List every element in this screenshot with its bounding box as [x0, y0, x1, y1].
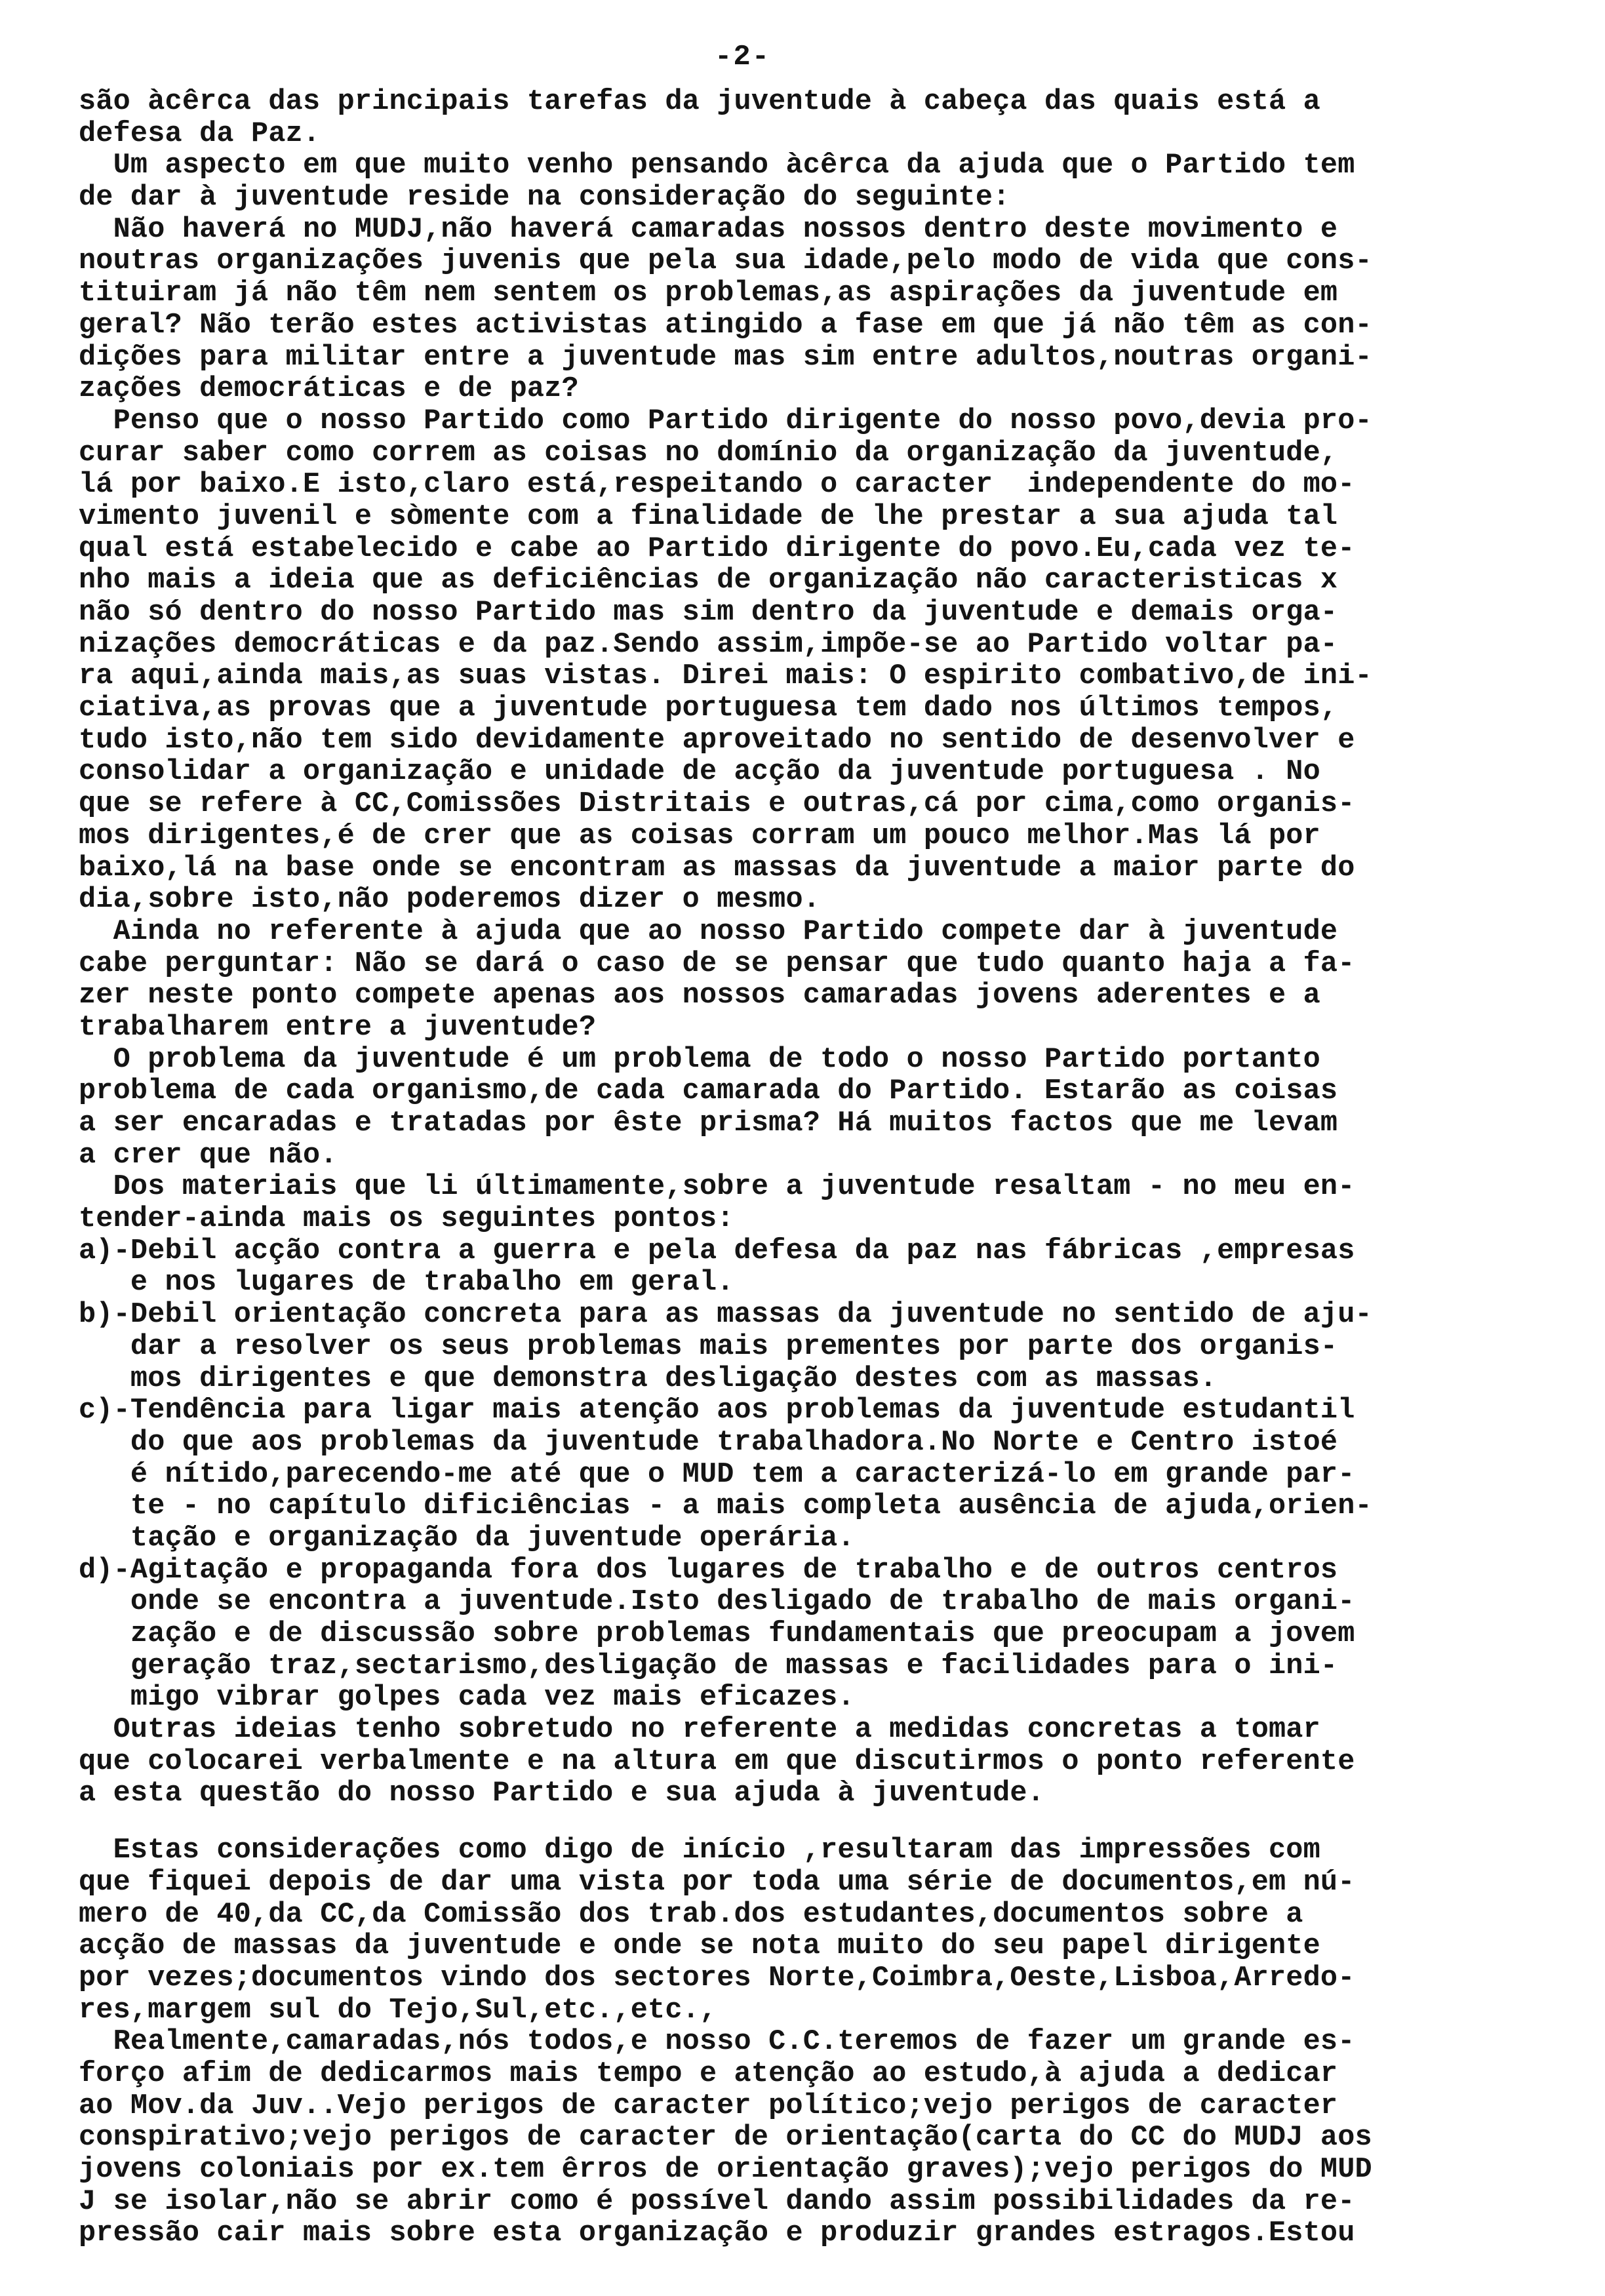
text-line: a ser encaradas e tratadas por êste prisma? Há muitos factos que me levam: [79, 1107, 1338, 1139]
text-line: que fiquei depois de dar uma vista por toda uma série de documentos,em nú-: [79, 1866, 1355, 1899]
text-line: a)-Debil acção contra a guerra e pela defesa da paz nas fábricas ,empresas: [79, 1235, 1355, 1267]
text-line: zer neste ponto compete apenas aos nossos camaradas jovens aderentes e a: [79, 980, 1320, 1012]
text-line: mos dirigentes,é de crer que as coisas corram um pouco melhor.Mas lá por: [79, 820, 1320, 852]
text-line: geração traz,sectarismo,desligação de massas e facilidades para o ini-: [79, 1650, 1338, 1682]
text-line: dia,sobre isto,não poderemos dizer o mesmo.: [79, 884, 821, 917]
page-number: -2-: [715, 41, 771, 73]
typewritten-text: [79, 87, 1541, 2250]
text-line: tudo isto,não tem sido devidamente aproveitado no sentido de desenvolver e: [79, 724, 1355, 757]
text-line: qual está estabelecido e cabe ao Partido dirigente do povo.Eu,cada vez te-: [79, 532, 1355, 565]
text-line: dições para militar entre a juventude mas sim entre adultos,noutras organi-: [79, 341, 1372, 374]
text-line: Não haverá no MUDJ,não haverá camaradas nossos dentro deste movimento e: [79, 213, 1338, 246]
text-line: dar a resolver os seus problemas mais prementes por parte dos organis-: [79, 1330, 1338, 1363]
text-line: conspirativo;vejo perigos de caracter de orientação(carta do CC do MUDJ aos: [79, 2122, 1372, 2154]
text-line: onde se encontra a juventude.Isto desligado de trabalho de mais organi-: [79, 1586, 1355, 1619]
text-line: vimento juvenil e sòmente com a finalidade de lhe prestar a sua ajuda tal: [79, 500, 1338, 533]
text-line: que se refere à CC,Comissões Distritais e outras,cá por cima,como organis-: [79, 788, 1355, 821]
text-line: Estas considerações como digo de início ,resultaram das impressões com: [79, 1834, 1320, 1867]
text-line: ao Mov.da Juv..Vejo perigos de caracter político;vejo perigos de caracter: [79, 2089, 1338, 2122]
text-line: noutras organizações juvenis que pela sua idade,pelo modo de vida que cons-: [79, 245, 1372, 278]
text-line: pressão cair mais sobre esta organização e produzir grandes estragos.Estou: [79, 2217, 1355, 2250]
text-block-main: [79, 87, 1541, 1810]
text-line: migo vibrar golpes cada vez mais eficazes.: [79, 1682, 855, 1714]
text-line: e nos lugares de trabalho em geral.: [79, 1267, 734, 1299]
text-line: Penso que o nosso Partido como Partido dirigente do nosso povo,devia pro-: [79, 405, 1372, 437]
text-line: c)-Tendência para ligar mais atenção aos problemas da juventude estudantil: [79, 1395, 1355, 1427]
text-line: defesa da Paz.: [79, 117, 321, 150]
text-line: por vezes;documentos vindo dos sectores Norte,Coimbra,Oeste,Lisboa,Arredo-: [79, 1962, 1355, 1994]
text-line: te - no capítulo dificiências - a mais completa ausência de ajuda,orien-: [79, 1490, 1372, 1523]
paragraph-gap: [79, 1810, 1541, 1835]
text-line: Um aspecto em que muito venho pensando àcêrca da ajuda que o Partido tem: [79, 149, 1355, 182]
text-line: trabalharem entre a juventude?: [79, 1011, 597, 1044]
text-line: d)-Agitação e propaganda fora dos lugares de trabalho e de outros centros: [79, 1554, 1338, 1587]
text-line: Outras ideias tenho sobretudo no referente a medidas concretas a tomar: [79, 1714, 1320, 1747]
text-line: ra aqui,ainda mais,as suas vistas. Direi mais: O espirito combativo,de ini-: [79, 660, 1372, 693]
text-line: não só dentro do nosso Partido mas sim dentro da juventude e demais orga-: [79, 597, 1338, 629]
text-line: cabe perguntar: Não se dará o caso de se pensar que tudo quanto haja a fa-: [79, 947, 1355, 980]
text-line: tituiram já não têm nem sentem os problemas,as aspirações da juventude em: [79, 277, 1338, 310]
text-line: problema de cada organismo,de cada camarada do Partido. Estarão as coisas: [79, 1075, 1338, 1108]
text-line: é nítido,parecendo-me até que o MUD tem a caracterizá-lo em grande par-: [79, 1458, 1355, 1491]
text-line: são àcêrca das principais tarefas da juventude à cabeça das quais está a: [79, 86, 1320, 118]
text-line: baixo,lá na base onde se encontram as massas da juventude a maior parte do: [79, 852, 1355, 884]
text-line: nizações democráticas e da paz.Sendo assim,impõe-se ao Partido voltar pa-: [79, 628, 1338, 661]
text-line: zação e de discussão sobre problemas fundamentais que preocupam a jovem: [79, 1618, 1355, 1650]
text-line: lá por baixo.E isto,claro está,respeitando o caracter independente do mo-: [79, 469, 1355, 502]
text-line: J se isolar,não se abrir como é possível dando assim possibilidades da re-: [79, 2185, 1355, 2218]
text-line: mos dirigentes e que demonstra desligação destes com as massas.: [79, 1362, 1218, 1395]
text-line: que colocarei verbalmente e na altura em que discutirmos o ponto referente: [79, 1745, 1355, 1778]
text-line: res,margem sul do Tejo,Sul,etc.,etc.,: [79, 1994, 717, 2027]
text-line: a esta questão do nosso Partido e sua ajuda à juventude.: [79, 1777, 1045, 1810]
text-line: Ainda no referente à ajuda que ao nosso Partido compete dar à juventude: [79, 915, 1338, 948]
text-line: O problema da juventude é um problema de todo o nosso Partido portanto: [79, 1043, 1320, 1076]
text-line: ciativa,as provas que a juventude portuguesa tem dado nos últimos tempos,: [79, 692, 1338, 725]
text-block-closing: [79, 1835, 1541, 2250]
text-line: forço afim de dedicarmos mais tempo e atenção ao estudo,à ajuda a dedicar: [79, 2057, 1338, 2090]
text-line: nho mais a ideia que as deficiências de organização não caracteristicas x: [79, 564, 1338, 597]
text-line: Dos materiais que li últimamente,sobre a juventude resaltam - no meu en-: [79, 1171, 1355, 1204]
text-line: de dar à juventude reside na consideração do seguinte:: [79, 182, 1010, 214]
text-line: b)-Debil orientação concreta para as massas da juventude no sentido de aju-: [79, 1299, 1372, 1332]
text-line: consolidar a organização e unidade de acção da juventude portuguesa . No: [79, 756, 1320, 789]
text-line: zações democráticas e de paz?: [79, 373, 579, 406]
text-line: acção de massas da juventude e onde se nota muito do seu papel dirigente: [79, 1930, 1320, 1963]
text-line: jovens coloniais por ex.tem êrros de orientação graves);vejo perigos do MUD: [79, 2154, 1372, 2186]
text-line: curar saber como correm as coisas no domínio da organização da juventude,: [79, 437, 1338, 469]
text-line: tender-ainda mais os seguintes pontos:: [79, 1203, 734, 1236]
text-line: mero de 40,da CC,da Comissão dos trab.dos estudantes,documentos sobre a: [79, 1898, 1303, 1931]
text-line: tação e organização da juventude operária.: [79, 1522, 855, 1554]
text-line: Realmente,camaradas,nós todos,e nosso C.C.teremos de fazer um grande es-: [79, 2026, 1355, 2059]
text-line: do que aos problemas da juventude trabalhadora.No Norte e Centro istoé: [79, 1426, 1338, 1459]
text-line: geral? Não terão estes activistas atingido a fase em que já não têm as con-: [79, 309, 1372, 342]
text-line: a crer que não.: [79, 1139, 338, 1172]
